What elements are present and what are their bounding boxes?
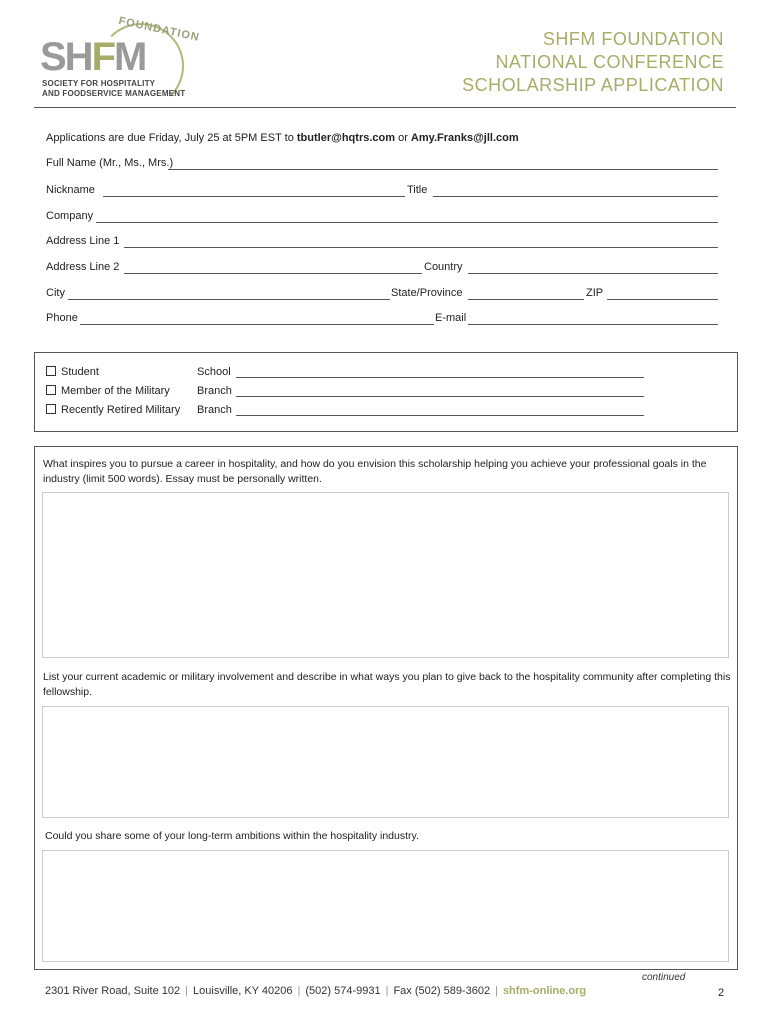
logo-foundation-text: FOUNDATION bbox=[117, 15, 201, 44]
full-name-label: Full Name (Mr., Ms., Mrs.) bbox=[46, 157, 174, 169]
phone-label: Phone bbox=[46, 312, 78, 324]
footer-city: Louisville, KY 40206 bbox=[193, 985, 293, 997]
school-field[interactable] bbox=[236, 377, 644, 378]
question-2: List your current academic or military involvement and describe in what ways you plan to give back to the hospitality community after completing this fellowship. bbox=[43, 671, 731, 698]
city-label: City bbox=[46, 287, 65, 299]
zip-label: ZIP bbox=[586, 287, 604, 299]
branch-field-2[interactable] bbox=[236, 415, 644, 416]
military-checkbox[interactable] bbox=[46, 385, 56, 395]
answer-3-textarea[interactable] bbox=[42, 850, 729, 962]
footer-address: 2301 River Road, Suite 102 bbox=[45, 985, 181, 997]
shfm-logo bbox=[40, 15, 201, 105]
zip-field[interactable] bbox=[607, 299, 718, 300]
branch-field-1[interactable] bbox=[236, 396, 644, 397]
footer: 2301 River Road, Suite 102 | Louisville, KY 40206 | (502) 574-9931 | Fax (502) 589-3602 | shfm-online.org bbox=[45, 985, 587, 997]
question-3: Could you share some of your long-term ambitions within the hospitality industry. bbox=[45, 830, 419, 842]
email-link-2[interactable]: Amy.Franks@jll.com bbox=[410, 132, 519, 144]
school-label: School bbox=[197, 366, 231, 378]
footer-website-link[interactable]: shfm-online.org bbox=[502, 985, 587, 997]
retired-option[interactable]: Recently Retired Military bbox=[46, 404, 180, 416]
footer-phone: (502) 574-9931 bbox=[305, 985, 381, 997]
nickname-label: Nickname bbox=[46, 184, 95, 196]
email-link-1[interactable]: tbutler@hqtrs.com bbox=[296, 132, 396, 144]
city-field[interactable] bbox=[68, 299, 390, 300]
footer-fax: Fax (502) 589-3602 bbox=[393, 985, 491, 997]
address2-label: Address Line 2 bbox=[46, 261, 120, 273]
branch-label-1: Branch bbox=[197, 385, 232, 397]
retired-checkbox[interactable] bbox=[46, 404, 56, 414]
page-title: SHFM FOUNDATION NATIONAL CONFERENCE SCHOLARSHIP APPLICATION bbox=[462, 29, 724, 95]
due-date-notice: Applications are due Friday, July 25 at 5PM EST to tbutler@hqtrs.com or Amy.Franks@jll.com bbox=[46, 132, 519, 144]
company-label: Company bbox=[46, 210, 94, 222]
state-label: State/Province bbox=[391, 287, 463, 299]
nickname-field[interactable] bbox=[103, 196, 405, 197]
company-field[interactable] bbox=[96, 222, 718, 223]
address1-field[interactable] bbox=[124, 247, 718, 248]
address1-label: Address Line 1 bbox=[46, 235, 120, 247]
page-number: 2 bbox=[718, 987, 725, 999]
address2-field[interactable] bbox=[124, 273, 422, 274]
answer-2-textarea[interactable] bbox=[42, 706, 729, 818]
branch-label-2: Branch bbox=[197, 404, 232, 416]
title-label: Title bbox=[407, 184, 428, 196]
state-field[interactable] bbox=[468, 299, 584, 300]
question-1: What inspires you to pursue a career in hospitality, and how do you envision this scholarship helping you achieve your professional goals in the industry (limit 500 words). Essay must be personally written. bbox=[43, 458, 707, 485]
email-label: E-mail bbox=[435, 312, 467, 324]
answer-1-textarea[interactable] bbox=[42, 492, 729, 658]
continued-note: continued bbox=[642, 972, 686, 983]
logo-shfm-text: SHFM bbox=[40, 35, 146, 79]
student-checkbox[interactable] bbox=[46, 366, 56, 376]
country-label: Country bbox=[424, 261, 463, 273]
title-field[interactable] bbox=[433, 196, 718, 197]
full-name-field[interactable] bbox=[168, 169, 718, 170]
country-field[interactable] bbox=[468, 273, 718, 274]
student-option[interactable]: Student bbox=[46, 366, 99, 378]
logo-subtitle: SOCIETY FOR HOSPITALITY AND FOODSERVICE MANAGEMENT bbox=[42, 79, 186, 98]
phone-field[interactable] bbox=[80, 324, 434, 325]
military-option[interactable]: Member of the Military bbox=[46, 385, 170, 397]
email-field[interactable] bbox=[468, 324, 718, 325]
header-divider bbox=[34, 107, 736, 108]
